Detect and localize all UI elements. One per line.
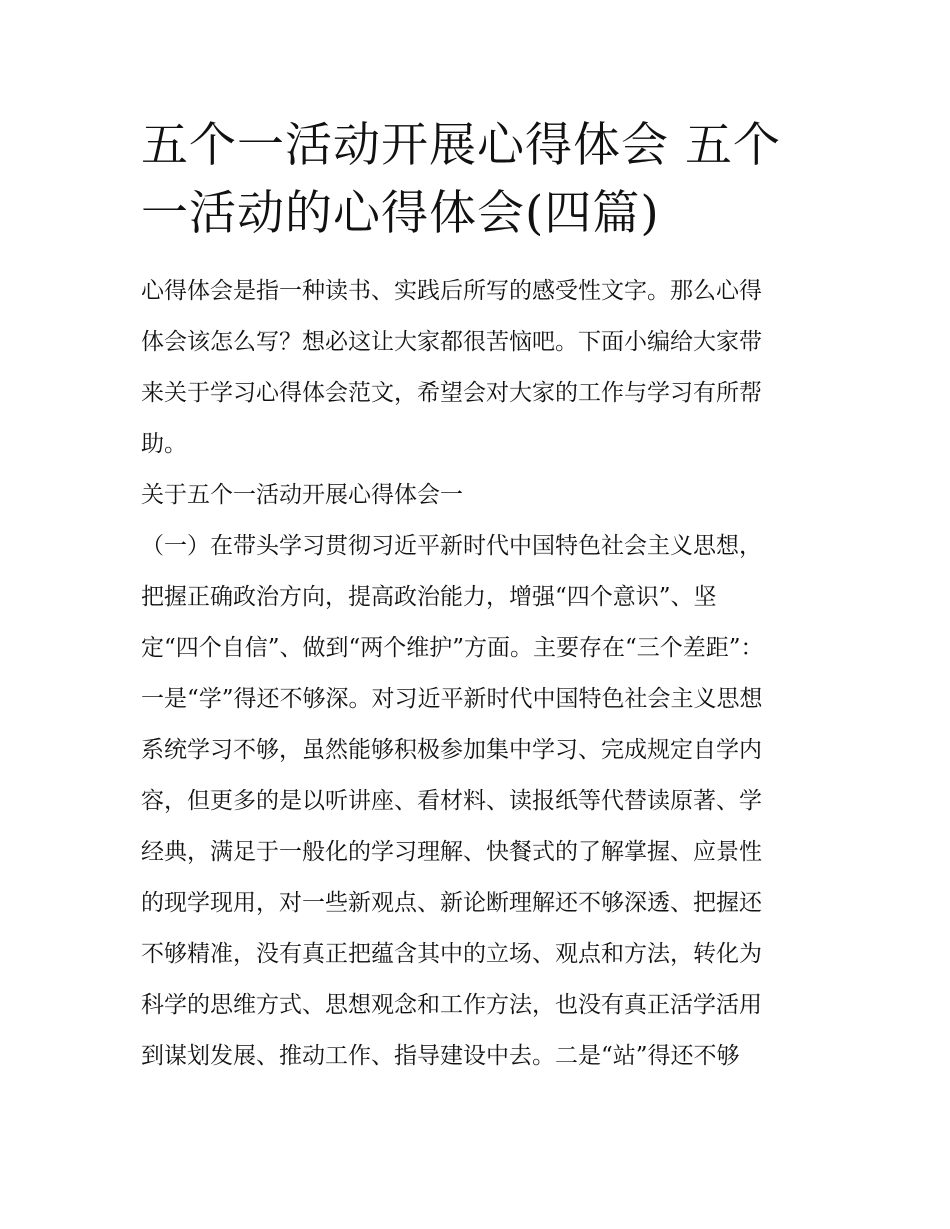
text-line: 不够精准，没有真正把蕴含其中的立场、观点和方法，转化为 bbox=[141, 941, 762, 967]
text-line: 助。 bbox=[141, 431, 187, 457]
section-heading bbox=[141, 470, 811, 521]
text-line: 来关于学习心得体会范文，希望会对大家的工作与学习有所帮 bbox=[141, 380, 762, 406]
text-line: 经典，满足于一般化的学习理解、快餐式的了解掌握、应景性 bbox=[141, 839, 762, 865]
intro-paragraph bbox=[141, 266, 811, 470]
text-line: （一）在带头学习贯彻习近平新时代中国特色社会主义思想， bbox=[141, 533, 762, 559]
section-heading-text: 关于五个一活动开展心得体会一 bbox=[141, 482, 463, 508]
text-line: 容，但更多的是以听讲座、看材料、读报纸等代替读原著、学 bbox=[141, 788, 762, 814]
document-title bbox=[141, 112, 811, 248]
body-paragraph bbox=[141, 521, 811, 1082]
title-line: 五个一活动开展心得体会 五个 bbox=[141, 118, 781, 173]
text-line: 到谋划发展、推动工作、指导建设中去。二是“站”得还不够 bbox=[141, 1043, 740, 1069]
text-line: 定“四个自信”、做到“两个维护”方面。主要存在“三个差距”： bbox=[141, 635, 764, 661]
text-line: 科学的思维方式、思想观念和工作方法，也没有真正活学活用 bbox=[141, 992, 762, 1018]
text-line: 心得体会是指一种读书、实践后所写的感受性文字。那么心得 bbox=[141, 278, 762, 304]
text-line: 把握正确政治方向，提高政治能力，增强“四个意识”、坚 bbox=[141, 584, 717, 610]
text-line: 系统学习不够，虽然能够积极参加集中学习、完成规定自学内 bbox=[141, 737, 762, 763]
document-page bbox=[141, 112, 811, 1082]
text-line: 一是“学”得还不够深。对习近平新时代中国特色社会主义思想 bbox=[141, 686, 763, 712]
text-line: 的现学现用，对一些新观点、新论断理解还不够深透、把握还 bbox=[141, 890, 762, 916]
text-line: 体会该怎么写？想必这让大家都很苦恼吧。下面小编给大家带 bbox=[141, 329, 762, 355]
title-line: 一活动的心得体会(四篇) bbox=[141, 186, 660, 241]
